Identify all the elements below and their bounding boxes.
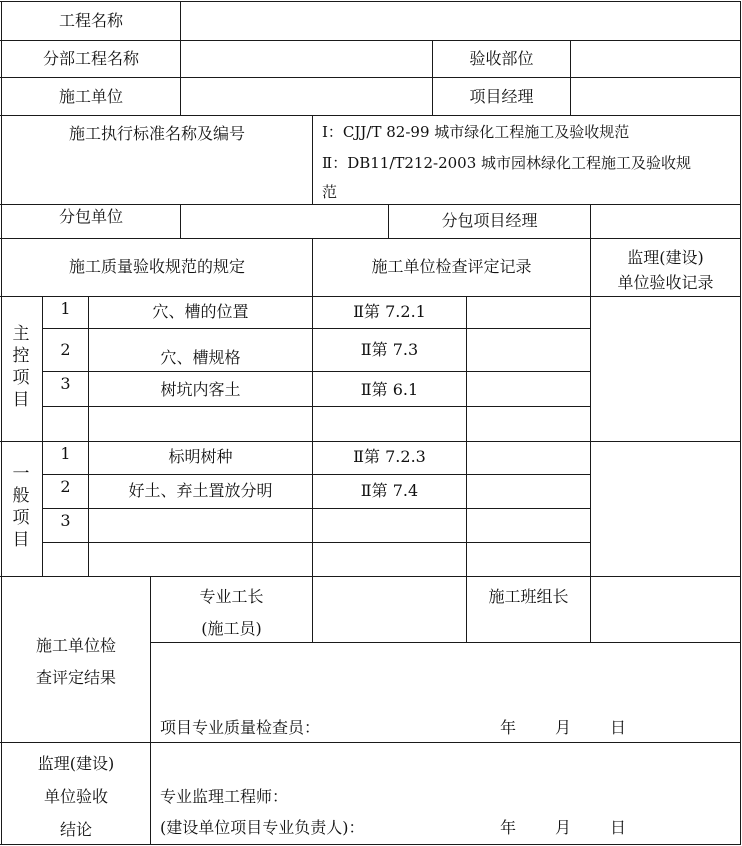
item-name: 穴、槽规格 <box>160 348 241 367</box>
item-number: 1 <box>60 299 71 318</box>
conclusion-label-3: 结论 <box>59 820 92 839</box>
result-label-2: 查评定结果 <box>35 668 116 687</box>
grid-line <box>590 576 591 642</box>
grid-line <box>466 576 467 642</box>
grid-line <box>0 742 741 743</box>
standard-label: 施工执行标准名称及编号 <box>68 124 245 143</box>
item-reference: Ⅱ第 7.3 <box>360 340 419 359</box>
grid-line <box>0 296 741 297</box>
grid-line <box>590 204 591 238</box>
subcontract-manager-label: 分包项目经理 <box>441 211 538 230</box>
construction-unit-label: 施工单位 <box>58 87 123 106</box>
inspector-label: 项目专业质量检查员： <box>160 718 321 737</box>
item-reference: Ⅱ第 7.4 <box>360 481 419 500</box>
item-reference: Ⅱ第 6.1 <box>360 380 419 399</box>
item-name: 好土、弃土置放分明 <box>128 481 273 500</box>
item-number: 1 <box>60 444 71 463</box>
grid-line <box>180 204 181 238</box>
grid-line <box>0 204 741 205</box>
result-label: 施工单位检 <box>35 636 116 655</box>
grid-line <box>0 844 741 845</box>
grid-line <box>312 576 313 642</box>
team-leader-label: 施工班组长 <box>488 587 569 606</box>
day-label: 日 <box>610 818 627 837</box>
foreman-label: 专业工长 <box>199 587 264 606</box>
item-name: 标明树种 <box>168 447 233 466</box>
item-number: 2 <box>60 477 71 496</box>
grid-line <box>42 371 590 372</box>
engineer-label: 专业监理工程师： <box>160 787 289 806</box>
item-number: 2 <box>60 340 71 359</box>
grid-line <box>42 328 590 329</box>
grid-line <box>42 474 590 475</box>
grid-line <box>570 40 571 115</box>
project-name-label: 工程名称 <box>58 11 123 30</box>
grid-line <box>150 576 151 845</box>
project-manager-label: 项目经理 <box>469 87 534 106</box>
acceptance-part-label: 验收部位 <box>469 49 534 68</box>
conclusion-label-2: 单位验收 <box>43 787 108 806</box>
supervisor-column-header-2: 单位验收记录 <box>617 273 714 292</box>
foreman-label-2: (施工员) <box>201 619 262 638</box>
grid-line <box>0 576 741 577</box>
item-number: 3 <box>60 511 71 530</box>
year-label: 年 <box>500 818 517 837</box>
grid-line <box>0 115 741 116</box>
grid-line <box>312 238 313 576</box>
general-group-label: 一般项目 <box>12 464 30 550</box>
grid-line <box>150 642 741 643</box>
subcontractor-label: 分包单位 <box>58 207 123 226</box>
grid-line <box>0 441 741 442</box>
supervisor-column-header: 监理(建设) <box>627 248 704 267</box>
grid-line <box>180 1 181 115</box>
item-number: 3 <box>60 374 71 393</box>
conclusion-label: 监理(建设) <box>37 754 115 773</box>
grid-line <box>88 296 89 576</box>
grid-line <box>42 296 43 576</box>
sub-project-label: 分部工程名称 <box>42 49 139 68</box>
spec-column-header: 施工质量验收规范的规定 <box>68 257 245 276</box>
grid-line <box>42 542 590 543</box>
grid-line <box>0 77 741 78</box>
standard-2: Ⅱ：DB11/T212-2003 城市园林绿化工程施工及验收规 <box>322 154 692 172</box>
check-column-header: 施工单位检查评定记录 <box>371 257 532 276</box>
owner-label: (建设单位项目专业负责人)： <box>160 818 365 837</box>
item-name: 穴、槽的位置 <box>152 302 249 321</box>
year-label: 年 <box>500 718 517 737</box>
grid-line <box>466 296 467 576</box>
main-control-group-label: 主控项目 <box>12 324 30 410</box>
month-label: 月 <box>555 818 572 837</box>
standard-2-cont: 范 <box>322 183 338 201</box>
day-label: 日 <box>610 718 627 737</box>
item-name: 树坑内客土 <box>160 380 241 399</box>
grid-line <box>312 115 313 204</box>
grid-line <box>740 1 741 845</box>
item-reference: Ⅱ第 7.2.3 <box>353 447 426 466</box>
item-reference: Ⅱ第 7.2.1 <box>353 302 426 321</box>
grid-line <box>42 406 590 407</box>
grid-line <box>0 238 741 239</box>
standard-1: Ⅰ：CJJ/T 82-99 城市绿化工程施工及验收规范 <box>322 123 630 141</box>
grid-line <box>42 508 590 509</box>
grid-line <box>0 1 741 2</box>
month-label: 月 <box>555 718 572 737</box>
grid-line <box>0 40 741 41</box>
